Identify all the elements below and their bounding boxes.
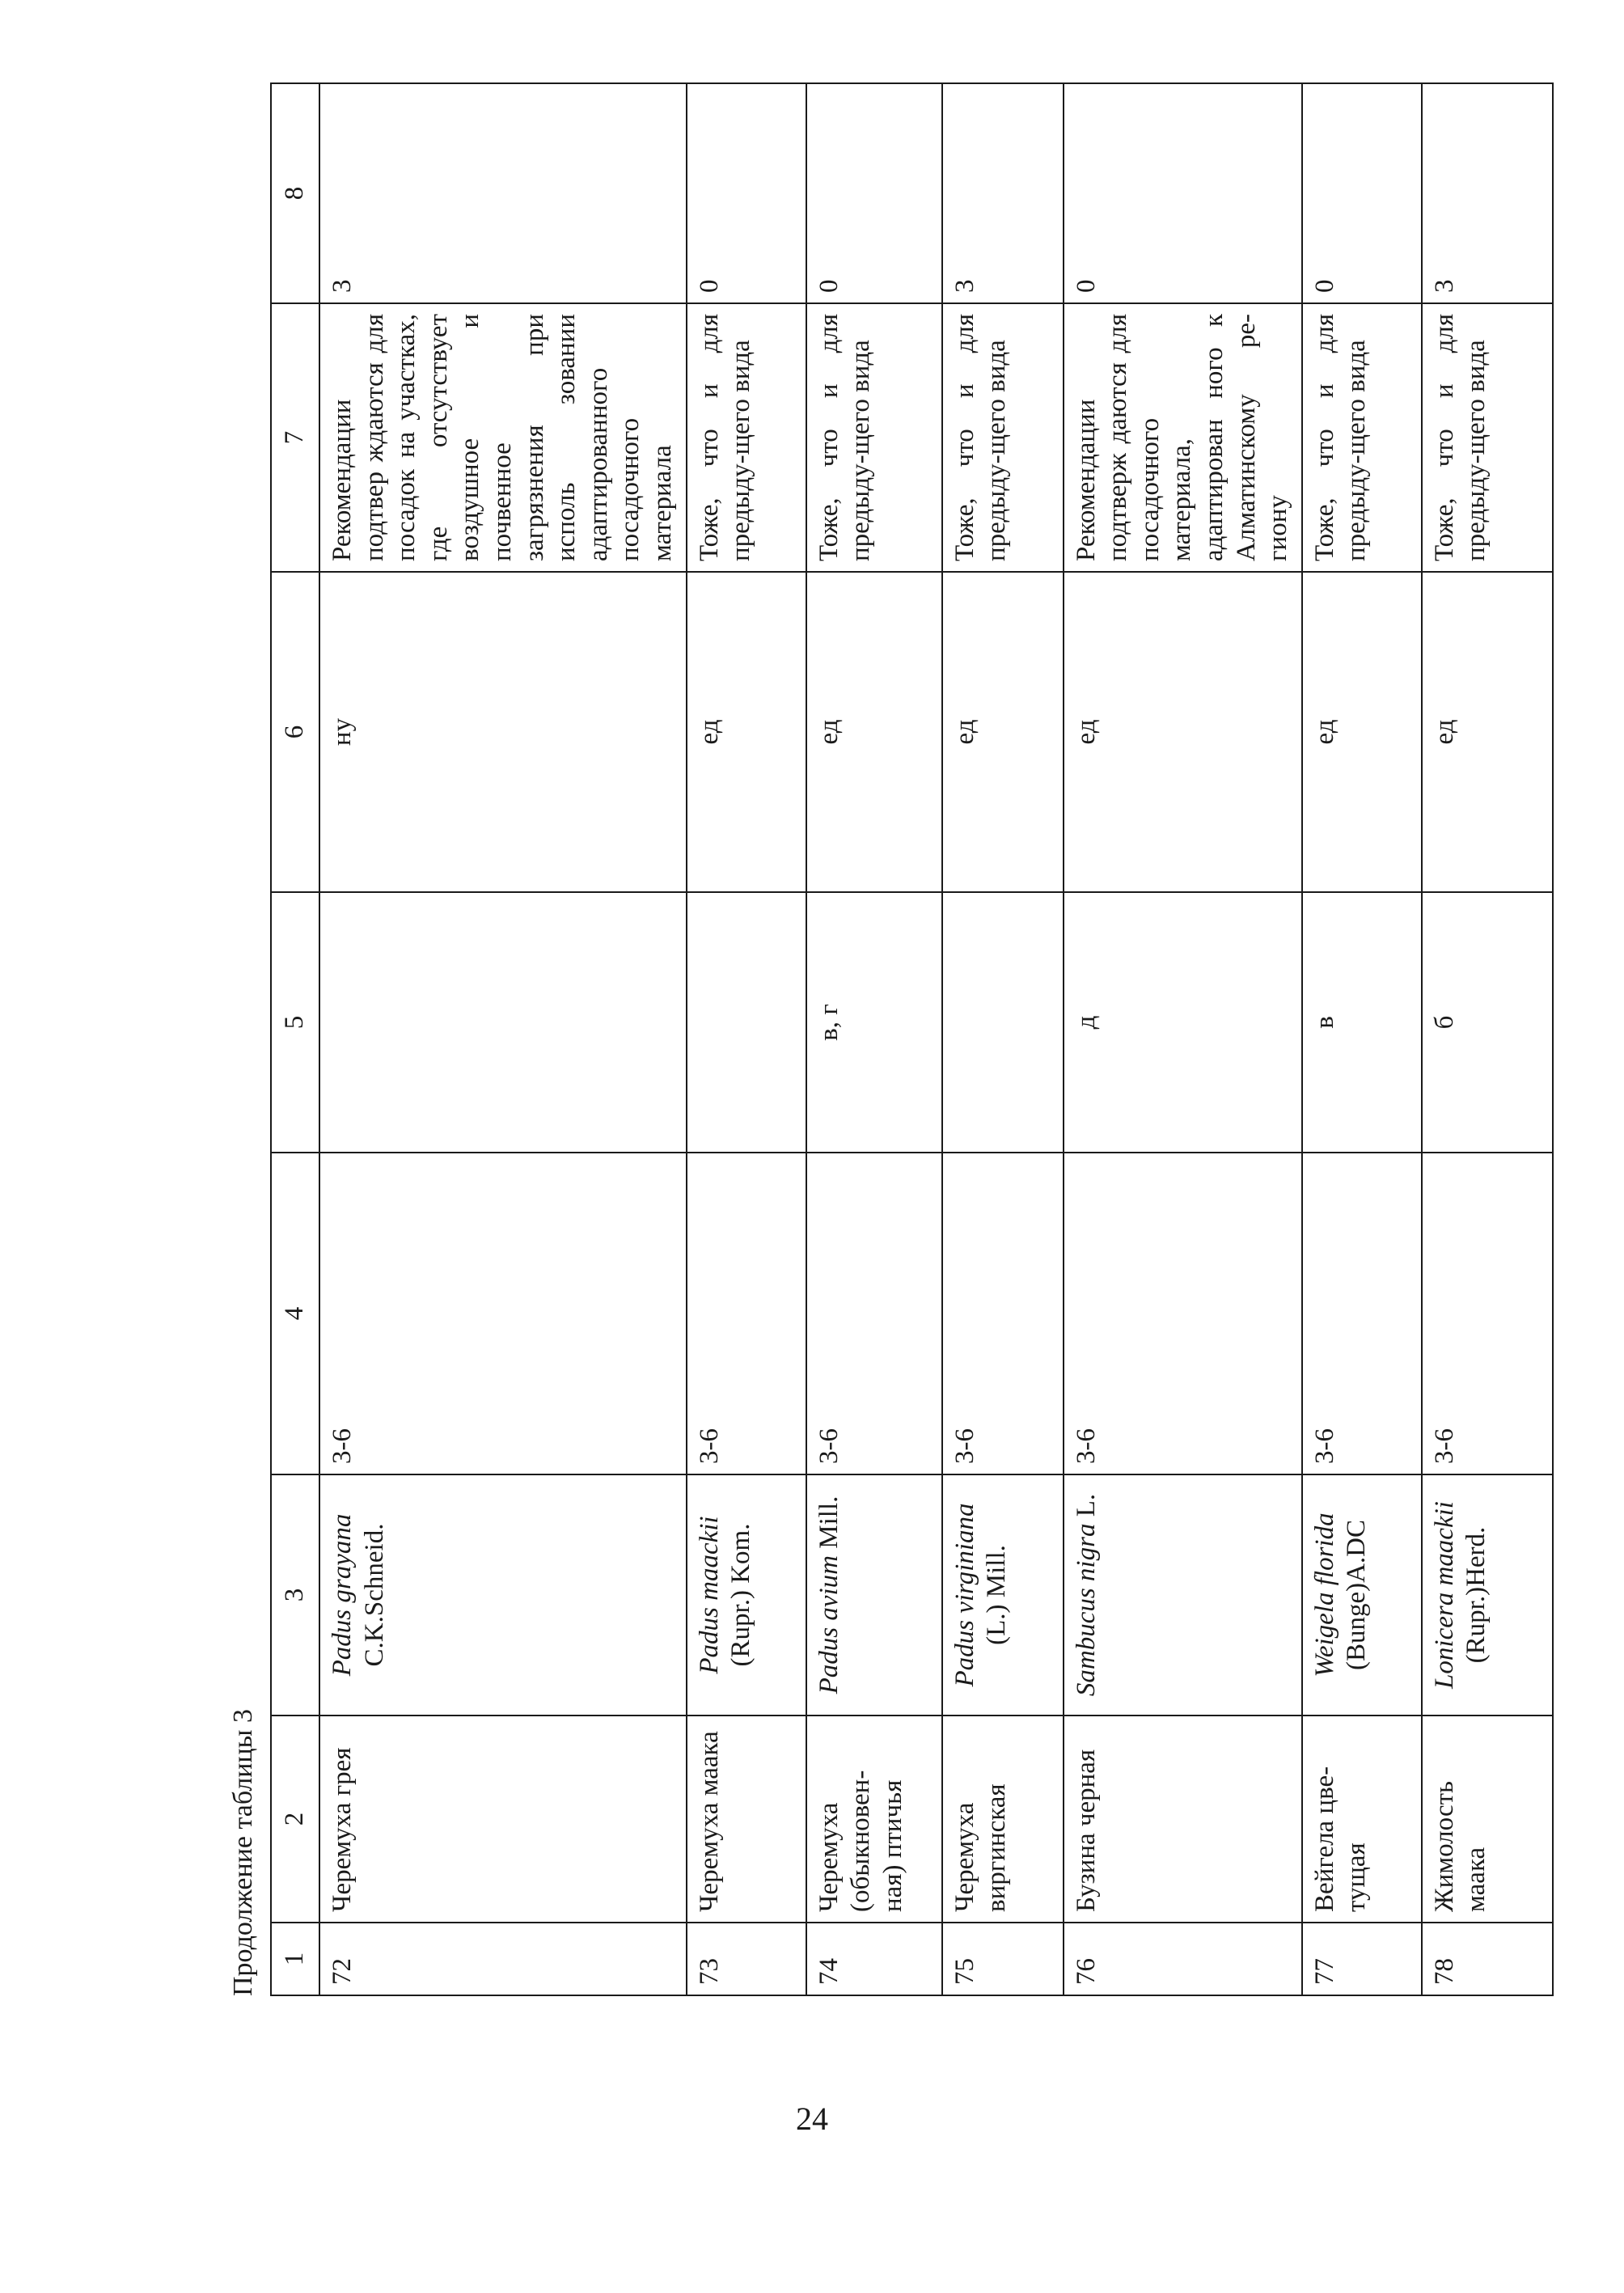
latin-author: (Bunge)A.DC: [1342, 1519, 1372, 1671]
row-number: 73: [687, 1923, 806, 1995]
header-cell: 4: [271, 1153, 319, 1474]
col6-value: ед: [1064, 572, 1302, 892]
col6-value: ед: [1302, 572, 1422, 892]
col5-value: д: [1064, 892, 1302, 1153]
species-name: Черемуха виргинская: [942, 1716, 1064, 1923]
latin-name: [1302, 1474, 1422, 1716]
species-name: Бузина черная: [1064, 1716, 1302, 1923]
table-caption: Продолжение таблицы 3: [228, 1708, 258, 1996]
table-row: [1064, 83, 1302, 1995]
latin-author: C.K.Schneid.: [359, 1523, 389, 1667]
latin-genus-species: Padus maackii: [694, 1516, 724, 1674]
header-cell: 2: [271, 1716, 319, 1923]
col8-value: 0: [1064, 83, 1302, 303]
latin-name: [319, 1474, 687, 1716]
col8-value: 3: [942, 83, 1064, 303]
latin-genus-species: Padus grayana: [328, 1513, 357, 1677]
table-row: [806, 83, 942, 1995]
latin-author: Mill.: [814, 1496, 844, 1555]
col8-value: 0: [806, 83, 942, 303]
latin-name: [687, 1474, 806, 1716]
latin-genus-species: Padus virginiana: [949, 1503, 979, 1687]
col6-value: ну: [319, 572, 687, 892]
species-name: Черемуха (обыкновен-ная) птичья: [806, 1716, 942, 1923]
row-number: 77: [1302, 1923, 1422, 1995]
col5-value: в, г: [806, 892, 942, 1153]
latin-name: [1064, 1474, 1302, 1716]
row-number: 74: [806, 1923, 942, 1995]
recommendation-text: Рекомендации подтверж даются для посадочного материала, адаптирован ного к Алматинскому ре-гиону: [1064, 303, 1302, 572]
table-row: [687, 83, 806, 1995]
col8-value: 3: [319, 83, 687, 303]
recommendation-text: Тоже, что и для предыду-щего вида: [687, 303, 806, 572]
col5-value: б: [1422, 892, 1553, 1153]
col8-value: 3: [1422, 83, 1553, 303]
latin-author: L.: [1071, 1493, 1101, 1524]
page-number: 24: [796, 2101, 828, 2137]
latin-name: [806, 1474, 942, 1716]
recommendation-text: Рекомендации подтвер ждаются для посадок на участках, где отсутствует воздушное и почвенное загрязнения при исполь зовании адаптированного посадочного материала: [319, 303, 687, 572]
species-name: Черемуха грея: [319, 1716, 687, 1923]
col5-value: [687, 892, 806, 1153]
col8-value: 0: [1302, 83, 1422, 303]
row-number: 78: [1422, 1923, 1553, 1995]
header-row: [271, 83, 319, 1995]
header-cell: 3: [271, 1474, 319, 1716]
recommendation-text: Тоже, что и для предыду-щего вида: [1422, 303, 1553, 572]
col6-value: ед: [687, 572, 806, 892]
col6-value: ед: [942, 572, 1064, 892]
col5-value: [319, 892, 687, 1153]
latin-author: (L.) Mill.: [982, 1545, 1012, 1645]
col4-value: 3-6: [942, 1153, 1064, 1474]
col4-value: 3-6: [687, 1153, 806, 1474]
species-name: Жимолость маака: [1422, 1716, 1553, 1923]
col4-value: 3-6: [1064, 1153, 1302, 1474]
latin-author: (Rupr.)Herd.: [1461, 1526, 1491, 1664]
header-cell: 1: [271, 1923, 319, 1995]
recommendation-text: Тоже, что и для предыду-щего вида: [942, 303, 1064, 572]
col4-value: 3-6: [806, 1153, 942, 1474]
col4-value: 3-6: [1422, 1153, 1553, 1474]
row-number: 75: [942, 1923, 1064, 1995]
latin-genus-species: Sambucus nigra: [1071, 1523, 1101, 1697]
col8-value: 0: [687, 83, 806, 303]
col5-value: [942, 892, 1064, 1153]
table-row: [942, 83, 1064, 1995]
header-cell: 7: [271, 303, 319, 572]
col4-value: 3-6: [319, 1153, 687, 1474]
table-row: [319, 83, 687, 1995]
table-row: [1302, 83, 1422, 1995]
species-name: Вейгела цве-тущая: [1302, 1716, 1422, 1923]
species-name: Черемуха маака: [687, 1716, 806, 1923]
col5-value: в: [1302, 892, 1422, 1153]
latin-name: [942, 1474, 1064, 1716]
header-cell: 6: [271, 572, 319, 892]
recommendation-text: Тоже, что и для предыду-щего вида: [806, 303, 942, 572]
row-number: 72: [319, 1923, 687, 1995]
col6-value: ед: [806, 572, 942, 892]
rotated-table-page: [218, 184, 1496, 1996]
latin-genus-species: Padus avium: [814, 1555, 844, 1694]
latin-genus-species: Lonicera maackii: [1429, 1501, 1459, 1689]
table-row: [1422, 83, 1553, 1995]
latin-genus-species: Weigela florida: [1309, 1512, 1339, 1677]
col6-value: ед: [1422, 572, 1553, 892]
latin-author: (Rupr.) Kom.: [726, 1523, 756, 1667]
row-number: 76: [1064, 1923, 1302, 1995]
header-cell: 5: [271, 892, 319, 1153]
recommendation-text: Тоже, что и для предыду-щего вида: [1302, 303, 1422, 572]
col4-value: 3-6: [1302, 1153, 1422, 1474]
latin-name: [1422, 1474, 1553, 1716]
header-cell: 8: [271, 83, 319, 303]
data-table: [270, 82, 1554, 1996]
